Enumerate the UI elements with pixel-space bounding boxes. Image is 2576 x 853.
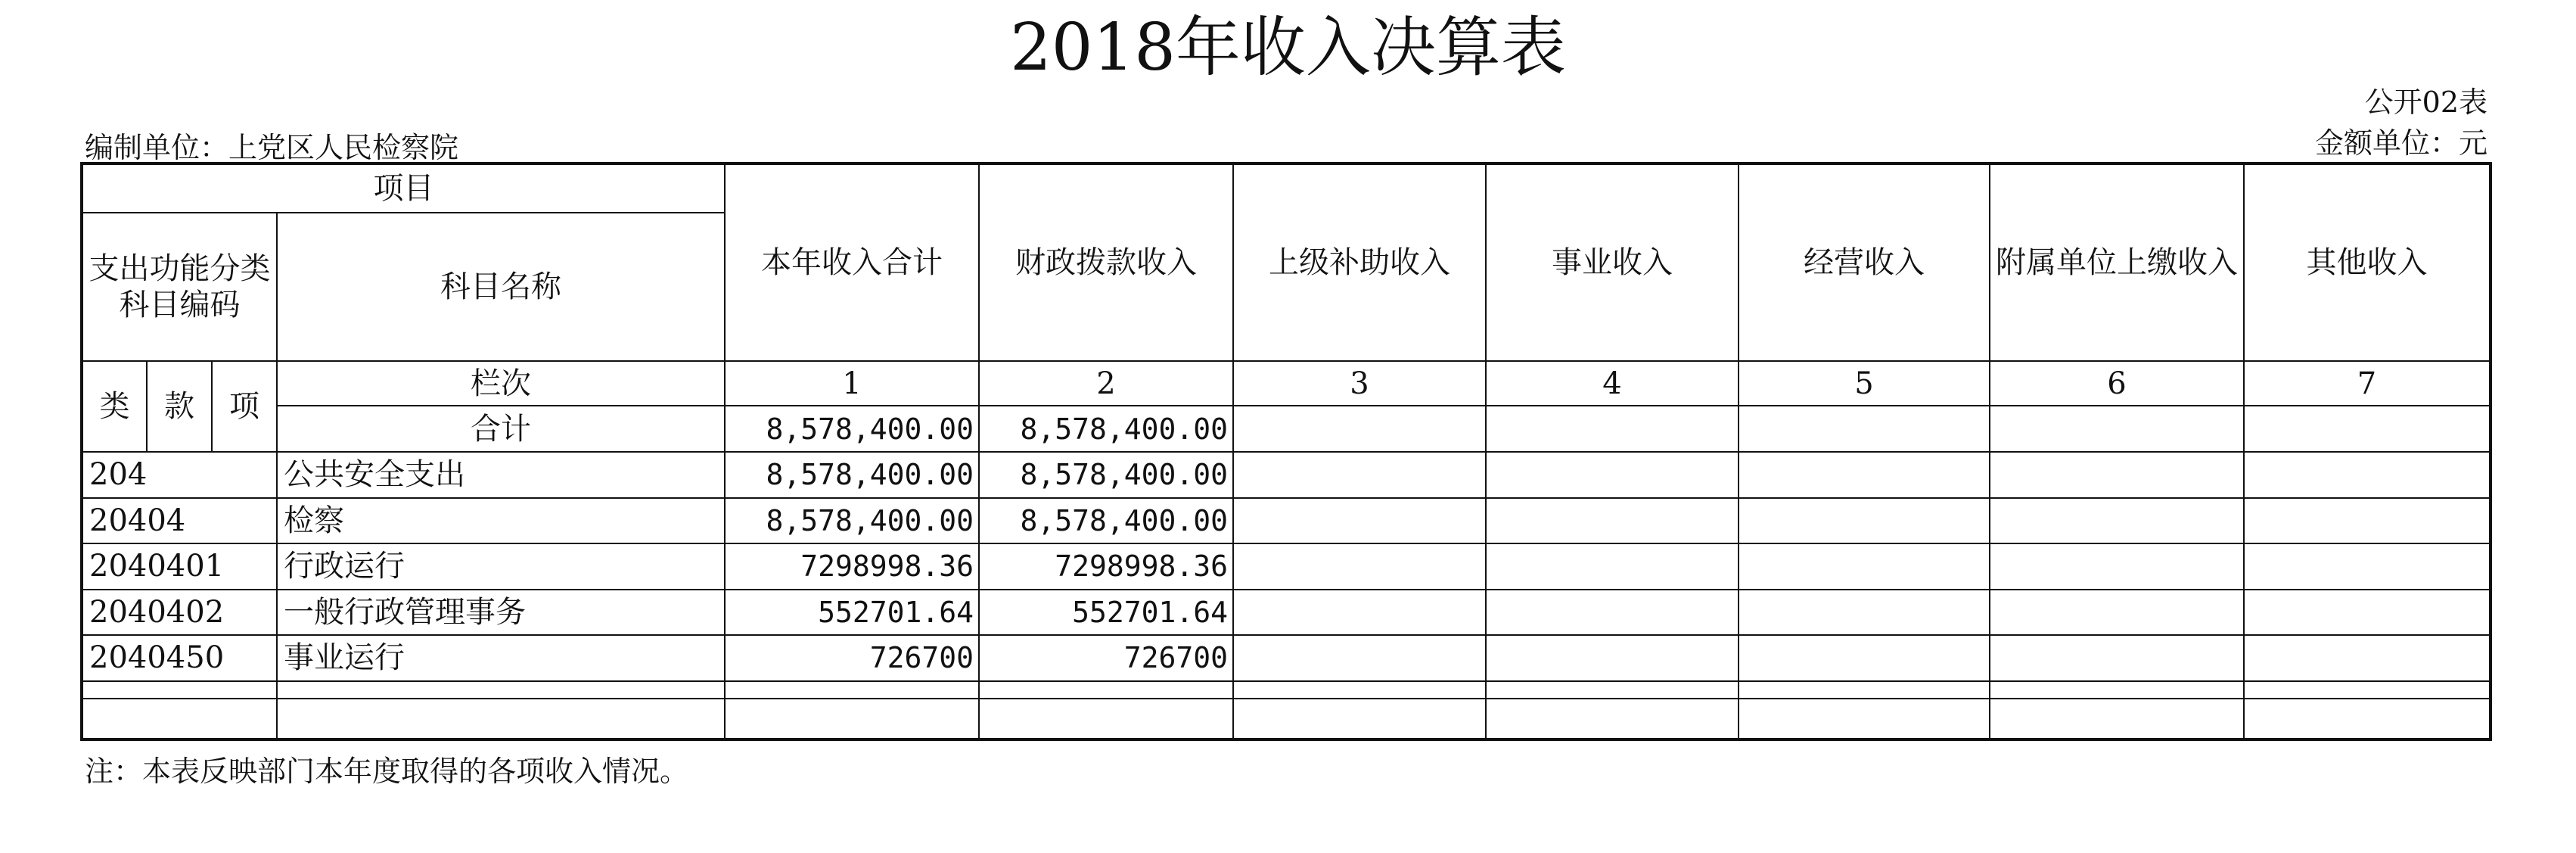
- column-number: 7: [2244, 361, 2491, 406]
- value-cell: [2244, 635, 2491, 681]
- subject-code: 204: [82, 452, 277, 498]
- value-cell: 8,578,400.00: [979, 498, 1233, 544]
- subject-name-heading: 科目名称: [277, 213, 725, 361]
- subject-name: 一般行政管理事务: [277, 590, 725, 636]
- value-cell: [1486, 452, 1739, 498]
- column-number-row: [82, 361, 2491, 406]
- table-row: [82, 635, 2491, 681]
- total-cell: [1990, 406, 2244, 452]
- value-cell: [2244, 590, 2491, 636]
- table-row: [82, 543, 2491, 590]
- item-heading: 项: [212, 361, 277, 452]
- value-cell: 552701.64: [979, 590, 1233, 636]
- value-cell: 726700: [725, 635, 979, 681]
- value-cell: [2244, 498, 2491, 544]
- column-heading-7: 其他收入: [2244, 163, 2491, 361]
- value-cell: 726700: [979, 635, 1233, 681]
- value-cell: [1739, 590, 1990, 636]
- section-heading: 款: [147, 361, 212, 452]
- value-cell: [1233, 635, 1486, 681]
- value-cell: [1233, 498, 1486, 544]
- value-cell: [1990, 452, 2244, 498]
- column-heading-4: 事业收入: [1486, 163, 1739, 361]
- total-cell: [2244, 406, 2491, 452]
- table-row: [82, 498, 2491, 544]
- total-cell: [1233, 406, 1486, 452]
- header-row-1: [82, 163, 2491, 213]
- value-cell: [1990, 590, 2244, 636]
- column-number: 6: [1990, 361, 2244, 406]
- value-cell: 7298998.36: [979, 543, 1233, 590]
- subject-name: 行政运行: [277, 543, 725, 590]
- column-number: 3: [1233, 361, 1486, 406]
- column-number: 4: [1486, 361, 1739, 406]
- subject-code: 20404: [82, 498, 277, 544]
- value-cell: [1233, 590, 1486, 636]
- column-number: 1: [725, 361, 979, 406]
- reporting-organization: 编制单位：上党区人民检察院: [85, 131, 459, 164]
- footnote: 注：本表反映部门本年度取得的各项收入情况。: [85, 755, 689, 788]
- column-number: 2: [979, 361, 1233, 406]
- table-row: [82, 590, 2491, 636]
- value-cell: [1233, 543, 1486, 590]
- value-cell: [1233, 452, 1486, 498]
- column-number: 5: [1739, 361, 1990, 406]
- project-heading: 项目: [82, 163, 725, 213]
- value-cell: [1739, 543, 1990, 590]
- value-cell: [1486, 635, 1739, 681]
- value-cell: [1990, 498, 2244, 544]
- value-cell: [1990, 635, 2244, 681]
- total-cell: [1739, 406, 1990, 452]
- value-cell: 8,578,400.00: [725, 498, 979, 544]
- value-cell: 7298998.36: [725, 543, 979, 590]
- value-cell: 552701.64: [725, 590, 979, 636]
- income-final-accounts-table: [80, 162, 2492, 741]
- value-cell: [1739, 635, 1990, 681]
- total-label: 合计: [277, 406, 725, 452]
- table-row: [82, 452, 2491, 498]
- page-title: 2018年收入决算表: [1010, 10, 1566, 86]
- value-cell: [2244, 452, 2491, 498]
- column-heading-3: 上级补助收入: [1233, 163, 1486, 361]
- column-heading-6: 附属单位上缴收入: [1990, 163, 2244, 361]
- value-cell: 8,578,400.00: [725, 452, 979, 498]
- subject-name: 事业运行: [277, 635, 725, 681]
- value-cell: [1990, 543, 2244, 590]
- subject-name: 公共安全支出: [277, 452, 725, 498]
- total-cell: [1486, 406, 1739, 452]
- total-row: [82, 406, 2491, 452]
- subject-code: 2040402: [82, 590, 277, 636]
- subject-name: 检察: [277, 498, 725, 544]
- value-cell: [2244, 543, 2491, 590]
- column-heading-5: 经营收入: [1739, 163, 1990, 361]
- column-number-label: 栏次: [277, 361, 725, 406]
- value-cell: [1486, 543, 1739, 590]
- amount-unit: 金额单位：元: [2314, 126, 2487, 160]
- value-cell: [1486, 590, 1739, 636]
- category-heading: 类: [82, 361, 147, 452]
- total-cell: 8,578,400.00: [979, 406, 1233, 452]
- total-cell: 8,578,400.00: [725, 406, 979, 452]
- column-heading-2: 财政拨款收入: [979, 163, 1233, 361]
- spacer-row: [82, 681, 2491, 699]
- empty-row: [82, 699, 2491, 739]
- subject-code: 2040401: [82, 543, 277, 590]
- value-cell: 8,578,400.00: [979, 452, 1233, 498]
- value-cell: [1739, 498, 1990, 544]
- column-heading-1: 本年收入合计: [725, 163, 979, 361]
- subject-code: 2040450: [82, 635, 277, 681]
- form-number: 公开02表: [2364, 86, 2487, 119]
- function-code-heading: 支出功能分类科目编码: [82, 213, 277, 361]
- value-cell: [1486, 498, 1739, 544]
- value-cell: [1739, 452, 1990, 498]
